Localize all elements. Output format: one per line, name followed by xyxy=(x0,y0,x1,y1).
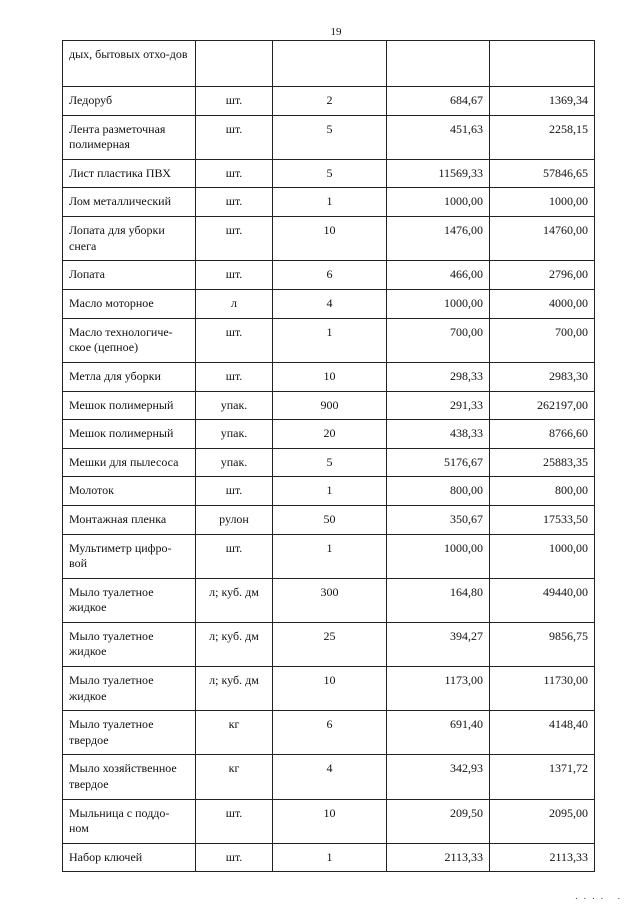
cell-unit: шт. xyxy=(196,534,273,578)
cell-name: Мешок полимерный xyxy=(63,391,196,420)
cell-name: Молоток xyxy=(63,477,196,506)
cell-total: 800,00 xyxy=(490,477,595,506)
table-row xyxy=(63,115,595,159)
cell-qty: 1 xyxy=(273,843,387,872)
cell-qty: 10 xyxy=(273,799,387,843)
table-row xyxy=(63,448,595,477)
table-row xyxy=(63,290,595,319)
table-row xyxy=(63,391,595,420)
page-number: 19 xyxy=(330,26,342,38)
cell-unit: шт. xyxy=(196,159,273,188)
table-row xyxy=(63,843,595,872)
cell-price: 5176,67 xyxy=(387,448,490,477)
items-table-body xyxy=(63,41,595,872)
cell-name: дых, бытовых отхо-дов xyxy=(63,41,196,87)
cell-name: Мультиметр цифро-вой xyxy=(63,534,196,578)
cell-total: 11730,00 xyxy=(490,667,595,711)
cell-unit xyxy=(196,41,273,87)
cell-qty: 4 xyxy=(273,290,387,319)
cell-name: Лента разметочная полимерная xyxy=(63,115,196,159)
cell-name: Мыло туалетное жидкое xyxy=(63,622,196,666)
cell-name: Масло моторное xyxy=(63,290,196,319)
table-row xyxy=(63,216,595,260)
cell-qty: 6 xyxy=(273,711,387,755)
cell-unit: шт. xyxy=(196,188,273,217)
cell-price: 298,33 xyxy=(387,362,490,391)
cell-unit: кг xyxy=(196,711,273,755)
cell-price: 438,33 xyxy=(387,420,490,449)
cell-qty: 10 xyxy=(273,216,387,260)
table-row xyxy=(63,534,595,578)
table-row xyxy=(63,420,595,449)
cell-name: Набор ключей xyxy=(63,843,196,872)
cell-total: 17533,50 xyxy=(490,505,595,534)
cell-total: 262197,00 xyxy=(490,391,595,420)
cell-total: 4148,40 xyxy=(490,711,595,755)
cell-price: 800,00 xyxy=(387,477,490,506)
cell-total: 14760,00 xyxy=(490,216,595,260)
cell-unit: л; куб. дм xyxy=(196,622,273,666)
cell-qty: 10 xyxy=(273,667,387,711)
cell-qty: 5 xyxy=(273,115,387,159)
cell-total: 2983,30 xyxy=(490,362,595,391)
items-table xyxy=(62,40,595,872)
table-row xyxy=(63,799,595,843)
cell-qty: 1 xyxy=(273,477,387,506)
cell-total: 1000,00 xyxy=(490,534,595,578)
cell-price: 466,00 xyxy=(387,261,490,290)
cell-total: 1000,00 xyxy=(490,188,595,217)
cell-qty: 10 xyxy=(273,362,387,391)
cell-qty: 5 xyxy=(273,159,387,188)
cell-price: 451,63 xyxy=(387,115,490,159)
cell-total: 25883,35 xyxy=(490,448,595,477)
cell-price: 1000,00 xyxy=(387,534,490,578)
cell-name: Мыло туалетное жидкое xyxy=(63,667,196,711)
cell-total xyxy=(490,41,595,87)
cell-name: Лопата для уборки снега xyxy=(63,216,196,260)
cell-name: Масло технологиче-ское (цепное) xyxy=(63,318,196,362)
cell-name: Лист пластика ПВХ xyxy=(63,159,196,188)
cell-price: 11569,33 xyxy=(387,159,490,188)
cell-total: 57846,65 xyxy=(490,159,595,188)
table-row xyxy=(63,667,595,711)
cell-name: Мыльница с поддо-ном xyxy=(63,799,196,843)
cell-unit: упак. xyxy=(196,420,273,449)
table-row xyxy=(63,159,595,188)
cell-price xyxy=(387,41,490,87)
table-row xyxy=(63,188,595,217)
table-row xyxy=(63,477,595,506)
cell-qty: 900 xyxy=(273,391,387,420)
cell-qty: 1 xyxy=(273,534,387,578)
scan-artifact: . . . . . xyxy=(575,891,622,901)
cell-qty: 4 xyxy=(273,755,387,799)
cell-price: 684,67 xyxy=(387,87,490,116)
cell-total: 700,00 xyxy=(490,318,595,362)
cell-price: 209,50 xyxy=(387,799,490,843)
cell-unit: шт. xyxy=(196,362,273,391)
cell-unit: шт. xyxy=(196,799,273,843)
cell-total: 2113,33 xyxy=(490,843,595,872)
cell-qty: 300 xyxy=(273,578,387,622)
cell-total: 2796,00 xyxy=(490,261,595,290)
cell-total: 1371,72 xyxy=(490,755,595,799)
cell-qty: 5 xyxy=(273,448,387,477)
table-row xyxy=(63,318,595,362)
cell-unit: шт. xyxy=(196,477,273,506)
cell-price: 2113,33 xyxy=(387,843,490,872)
cell-total: 2095,00 xyxy=(490,799,595,843)
cell-unit: шт. xyxy=(196,843,273,872)
cell-price: 691,40 xyxy=(387,711,490,755)
cell-price: 291,33 xyxy=(387,391,490,420)
cell-name: Метла для уборки xyxy=(63,362,196,391)
table-row xyxy=(63,755,595,799)
cell-qty: 6 xyxy=(273,261,387,290)
table-row xyxy=(63,261,595,290)
cell-price: 350,67 xyxy=(387,505,490,534)
cell-unit: шт. xyxy=(196,261,273,290)
cell-price: 1000,00 xyxy=(387,188,490,217)
cell-qty: 20 xyxy=(273,420,387,449)
cell-qty: 2 xyxy=(273,87,387,116)
cell-total: 2258,15 xyxy=(490,115,595,159)
table-row xyxy=(63,711,595,755)
cell-price: 394,27 xyxy=(387,622,490,666)
table-row xyxy=(63,87,595,116)
cell-price: 342,93 xyxy=(387,755,490,799)
table-row xyxy=(63,578,595,622)
cell-qty: 25 xyxy=(273,622,387,666)
table-row xyxy=(63,362,595,391)
cell-total: 8766,60 xyxy=(490,420,595,449)
cell-unit: л; куб. дм xyxy=(196,578,273,622)
cell-unit: кг xyxy=(196,755,273,799)
cell-price: 1476,00 xyxy=(387,216,490,260)
cell-qty: 1 xyxy=(273,318,387,362)
cell-unit: шт. xyxy=(196,318,273,362)
cell-qty xyxy=(273,41,387,87)
cell-total: 49440,00 xyxy=(490,578,595,622)
table-row xyxy=(63,41,595,87)
cell-price: 164,80 xyxy=(387,578,490,622)
cell-qty: 1 xyxy=(273,188,387,217)
cell-name: Лом металлический xyxy=(63,188,196,217)
cell-unit: шт. xyxy=(196,115,273,159)
cell-price: 1173,00 xyxy=(387,667,490,711)
cell-total: 1369,34 xyxy=(490,87,595,116)
cell-name: Ледоруб xyxy=(63,87,196,116)
cell-unit: л xyxy=(196,290,273,319)
table-row xyxy=(63,505,595,534)
cell-name: Мешок полимерный xyxy=(63,420,196,449)
cell-total: 4000,00 xyxy=(490,290,595,319)
cell-unit: шт. xyxy=(196,87,273,116)
cell-total: 9856,75 xyxy=(490,622,595,666)
cell-name: Монтажная пленка xyxy=(63,505,196,534)
cell-unit: рулон xyxy=(196,505,273,534)
cell-unit: л; куб. дм xyxy=(196,667,273,711)
cell-unit: упак. xyxy=(196,448,273,477)
cell-unit: упак. xyxy=(196,391,273,420)
cell-price: 700,00 xyxy=(387,318,490,362)
table-row xyxy=(63,622,595,666)
cell-name: Мыло туалетное твердое xyxy=(63,711,196,755)
cell-name: Мыло хозяйственное твердое xyxy=(63,755,196,799)
cell-name: Лопата xyxy=(63,261,196,290)
cell-qty: 50 xyxy=(273,505,387,534)
cell-name: Мыло туалетное жидкое xyxy=(63,578,196,622)
cell-price: 1000,00 xyxy=(387,290,490,319)
cell-name: Мешки для пылесоса xyxy=(63,448,196,477)
cell-unit: шт. xyxy=(196,216,273,260)
